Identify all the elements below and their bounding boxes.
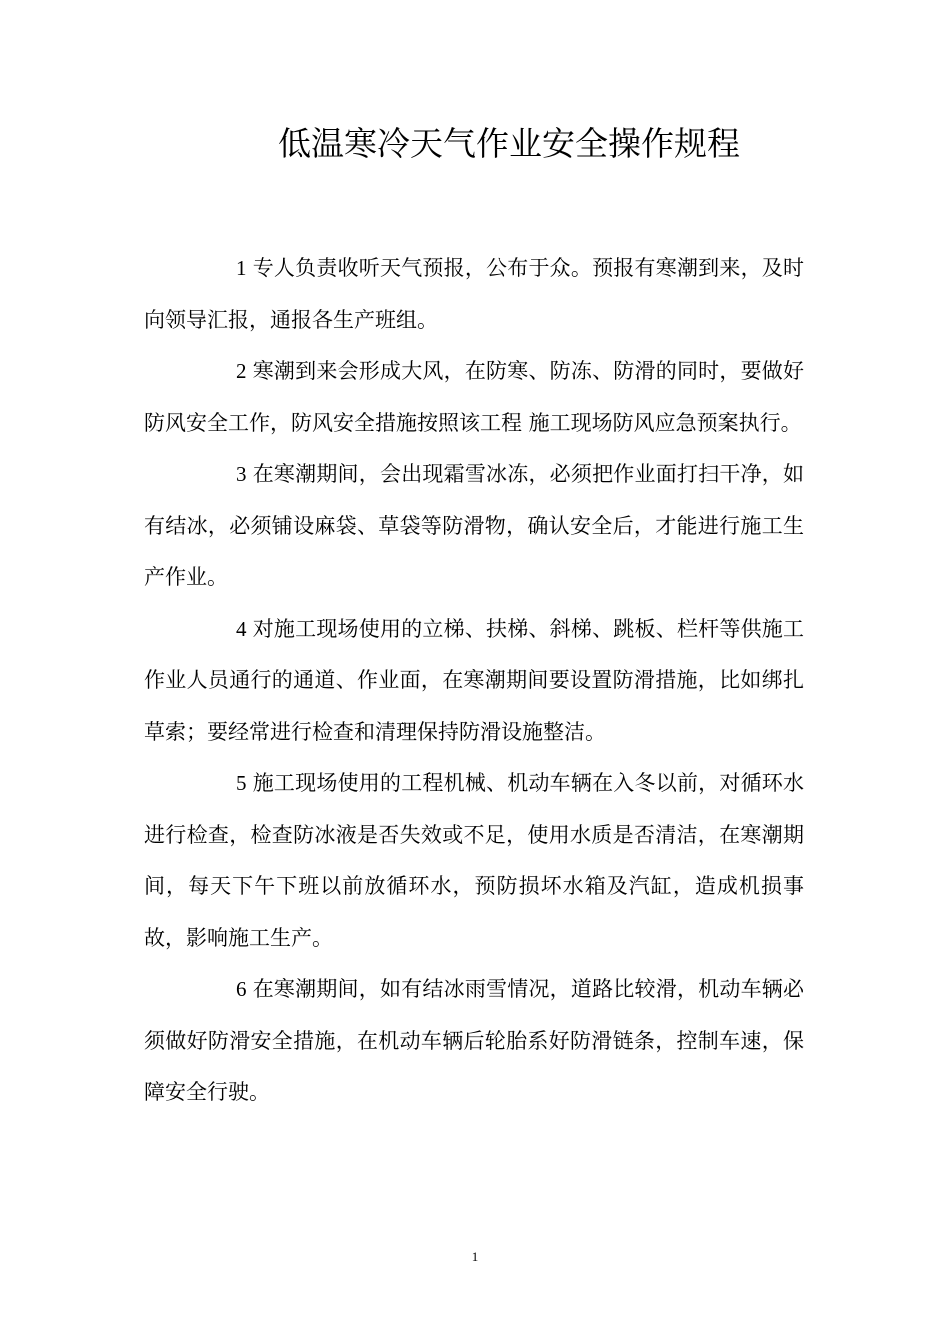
paragraph-number: 2 xyxy=(236,359,247,383)
paragraph-text: 对施工现场使用的立梯、扶梯、斜梯、跳板、栏杆等供施工作业人员通行的通道、作业面，在寒潮期间要设置防滑措施，比如绑扎草索；要经常进行检查和清理保持防滑设施整洁。 xyxy=(144,616,804,744)
paragraph-1 xyxy=(144,243,804,346)
paragraph-number: 3 xyxy=(236,462,247,486)
paragraph-number: 4 xyxy=(236,616,247,641)
document-title: 低温寒冷天气作业安全操作规程 xyxy=(278,124,740,163)
paragraph-5 xyxy=(144,758,804,964)
page-number: 1 xyxy=(471,1249,479,1264)
paragraph-text: 施工现场使用的工程机械、机动车辆在入冬以前，对循环水进行检查，检查防冰液是否失效或不足，使用水质是否清洁，在寒潮期间，每天下午下班以前放循环水，预防损坏水箱及汽缸，造成机损事故，影响施工生产。 xyxy=(144,771,804,950)
paragraph-number: 5 xyxy=(236,771,247,795)
paragraph-2 xyxy=(144,346,804,449)
paragraph-number: 1 xyxy=(236,256,247,280)
paragraph-text: 寒潮到来会形成大风，在防寒、防冻、防滑的同时，要做好防风安全工作，防风安全措施按照该工程 施工现场防风应急预案执行。 xyxy=(144,359,804,435)
paragraph-number: 6 xyxy=(236,977,247,1001)
document-body xyxy=(144,243,804,1119)
paragraph-text: 在寒潮期间，如有结冰雨雪情况，道路比较滑，机动车辆必须做好防滑安全措施，在机动车辆后轮胎系好防滑链条，控制车速，保障安全行驶。 xyxy=(144,977,804,1104)
paragraph-text: 在寒潮期间，会出现霜雪冰冻，必须把作业面打扫干净，如有结冰，必须铺设麻袋、草袋等防滑物，确认安全后，才能进行施工生产作业。 xyxy=(144,462,804,589)
paragraph-3 xyxy=(144,449,804,604)
paragraph-6 xyxy=(144,964,804,1119)
paragraph-text: 专人负责收听天气预报，公布于众。预报有寒潮到来，及时向领导汇报，通报各生产班组。 xyxy=(144,256,804,332)
paragraph-4 xyxy=(144,604,804,759)
